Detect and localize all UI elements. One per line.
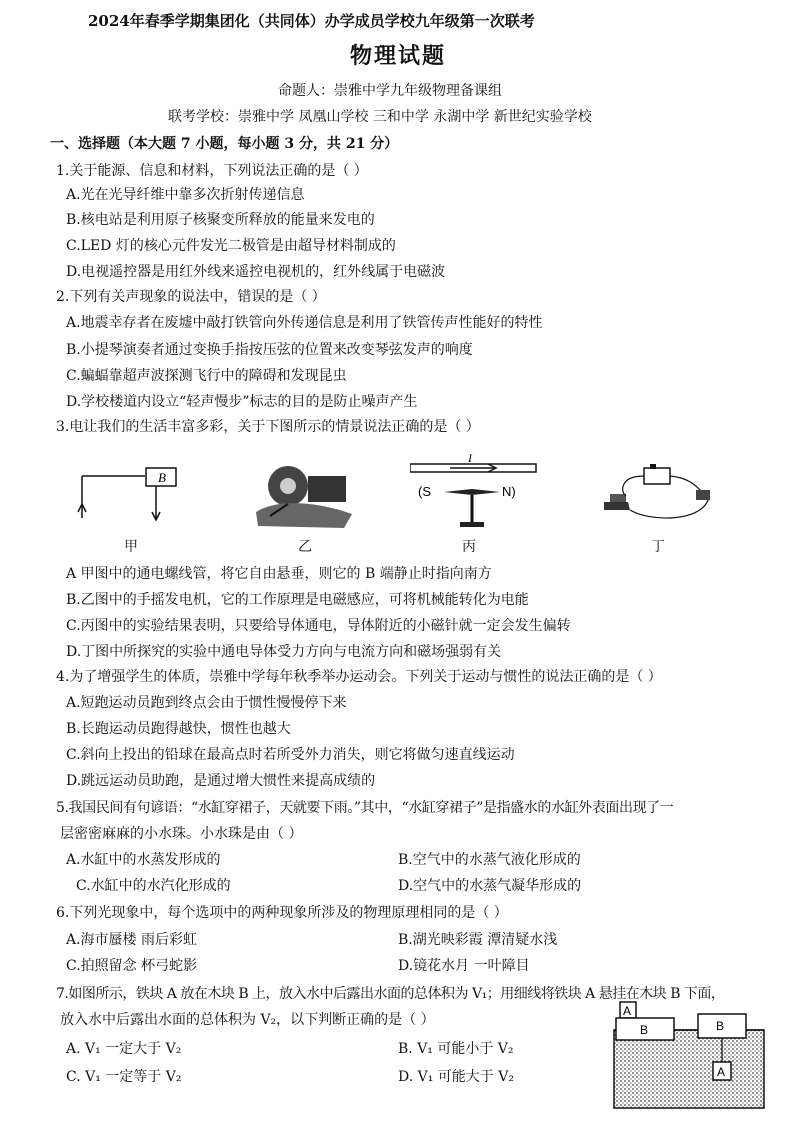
figure-q7-block-b-label-2: B (716, 1019, 725, 1033)
question-5-option-d: D.空气中的水蒸气凝华形成的 (398, 878, 582, 894)
figure-bing-s-label: (S (418, 484, 431, 499)
section-heading: 一、选择题（本大题 7 小题，每小题 3 分，共 21 分） (50, 136, 399, 152)
question-6-option-b: B.湖光映彩霞 潭清疑水浅 (398, 932, 558, 948)
question-3-option-d: D.丁图中所探究的实验中通电导体受力方向与电流方向和磁场强弱有关 (66, 644, 502, 660)
question-5-option-a: A.水缸中的水蒸发形成的 (66, 852, 221, 868)
question-4-option-c: C.斜向上投出的铅球在最高点时若所受外力消失，则它将做匀速直线运动 (66, 747, 515, 763)
question-3-option-c: C.丙图中的实验结果表明，只要给导体通电，导体附近的小磁针就一定会发生偏转 (66, 618, 571, 634)
question-7-stem-line2: 放入水中后露出水面的总体积为 V₂，以下判断正确的是（ ） (60, 1012, 435, 1028)
exam-author: 命题人：崇雅中学九年级物理备课组 (278, 83, 502, 99)
question-2-option-c: C.蝙蝠靠超声波探测飞行中的障碍和发现昆虫 (66, 368, 347, 384)
figure-jia-b-label: B (158, 470, 166, 485)
question-6-option-a: A.海市蜃楼 雨后彩虹 (66, 932, 198, 948)
figure-bing-current-label: I (468, 452, 472, 465)
figure-yi-generator (248, 454, 358, 534)
question-6-option-d: D.镜花水月 一叶障目 (398, 958, 530, 974)
question-7-option-b: B. V₁ 可能小于 V₂ (398, 1041, 514, 1057)
figure-q7-block-a-label-1: A (623, 1004, 632, 1018)
figure-q7-block-b-label-1: B (640, 1023, 649, 1037)
question-7-option-d: D. V₁ 可能大于 V₂ (398, 1069, 514, 1085)
figure-q7-block-a-label-2: A (717, 1065, 726, 1079)
question-1-option-d: D.电视遥控器是用红外线来遥控电视机的，红外线属于电磁波 (66, 264, 446, 280)
question-7-stem-line1: 7.如图所示，铁块 A 放在木块 B 上，放入水中后露出水面的总体积为 V₁；用细线将铁块 A 悬挂在木块 B 下面， (56, 986, 725, 1002)
question-3-option-b: B.乙图中的手摇发电机，它的工作原理是电磁感应，可将机械能转化为电能 (66, 592, 529, 608)
question-2-stem: 2.下列有关声现象的说法中，错误的是（ ） (56, 289, 326, 305)
question-1-option-c: C.LED 灯的核心元件发光二极管是由超导材料制成的 (66, 238, 396, 254)
question-6-option-c: C.拍照留念 杯弓蛇影 (66, 958, 198, 974)
figure-label-jia: 甲 (124, 539, 138, 555)
question-6-stem: 6.下列光现象中，每个选项中的两种现象所涉及的物理原理相同的是（ ） (56, 905, 508, 921)
question-5-option-c: C.水缸中的水汽化形成的 (76, 878, 231, 894)
exam-title: 物理试题 (350, 43, 447, 69)
question-1-stem: 1.关于能源、信息和材料，下列说法正确的是（ ） (56, 163, 368, 179)
question-2-option-a: A.地震幸存者在废墟中敲打铁管向外传递信息是利用了铁管传声性能好的特性 (66, 315, 543, 331)
question-7-option-a: A. V₁ 一定大于 V₂ (66, 1041, 182, 1057)
question-2-option-d: D.学校楼道内设立“轻声慢步”标志的目的是防止噪声产生 (66, 394, 418, 410)
question-1-option-a: A.光在光导纤维中靠多次折射传递信息 (66, 187, 305, 203)
question-3-stem: 3.电让我们的生活丰富多彩，关于下图所示的情景说法正确的是（ ） (56, 419, 480, 435)
question-5-stem-line1: 5.我国民间有句谚语：“水缸穿裙子，天就要下雨。”其中，“水缸穿裙子”是指盛水的水缸外表面出现了一 (56, 800, 674, 816)
question-7-option-c: C. V₁ 一定等于 V₂ (66, 1069, 182, 1085)
question-5-option-b: B.空气中的水蒸气液化形成的 (398, 852, 581, 868)
exam-header: 2024年春季学期集团化（共同体）办学成员学校九年级第一次联考 (88, 12, 535, 30)
figure-label-bing: 丙 (462, 539, 476, 555)
figure-bing-n-label: N) (502, 484, 516, 499)
question-4-stem: 4.为了增强学生的体质，崇雅中学每年秋季举办运动会。下列关于运动与惯性的说法正确的是（ ） (56, 669, 662, 685)
question-4-option-a: A.短跑运动员跑到终点会由于惯性慢慢停下来 (66, 695, 347, 711)
figure-q7-floating-blocks (612, 1000, 772, 1110)
question-4-option-b: B.长跑运动员跑得越快，惯性也越大 (66, 721, 291, 737)
question-1-option-b: B.核电站是利用原子核聚变所释放的能量来发电的 (66, 212, 375, 228)
figure-label-ding: 丁 (651, 539, 665, 555)
question-4-option-d: D.跳远运动员助跑，是通过增大惯性来提高成绩的 (66, 773, 376, 789)
figure-label-yi: 乙 (298, 539, 312, 555)
question-5-stem-line2: 层密密麻麻的小水珠。小水珠是由（ ） (60, 826, 303, 842)
exam-schools: 联考学校：崇雅中学 凤凰山学校 三和中学 永湖中学 新世纪实验学校 (168, 109, 592, 125)
question-3-option-a: A 甲图中的通电螺线管，将它自由悬垂，则它的 B 端静止时指向南方 (66, 566, 492, 582)
figure-bing-oersted (410, 452, 540, 532)
figure-ding-motor-experiment (600, 462, 720, 522)
question-2-option-b: B.小提琴演奏者通过变换手指按压弦的位置来改变琴弦发声的响度 (66, 342, 473, 358)
figure-jia-solenoid (70, 462, 190, 522)
